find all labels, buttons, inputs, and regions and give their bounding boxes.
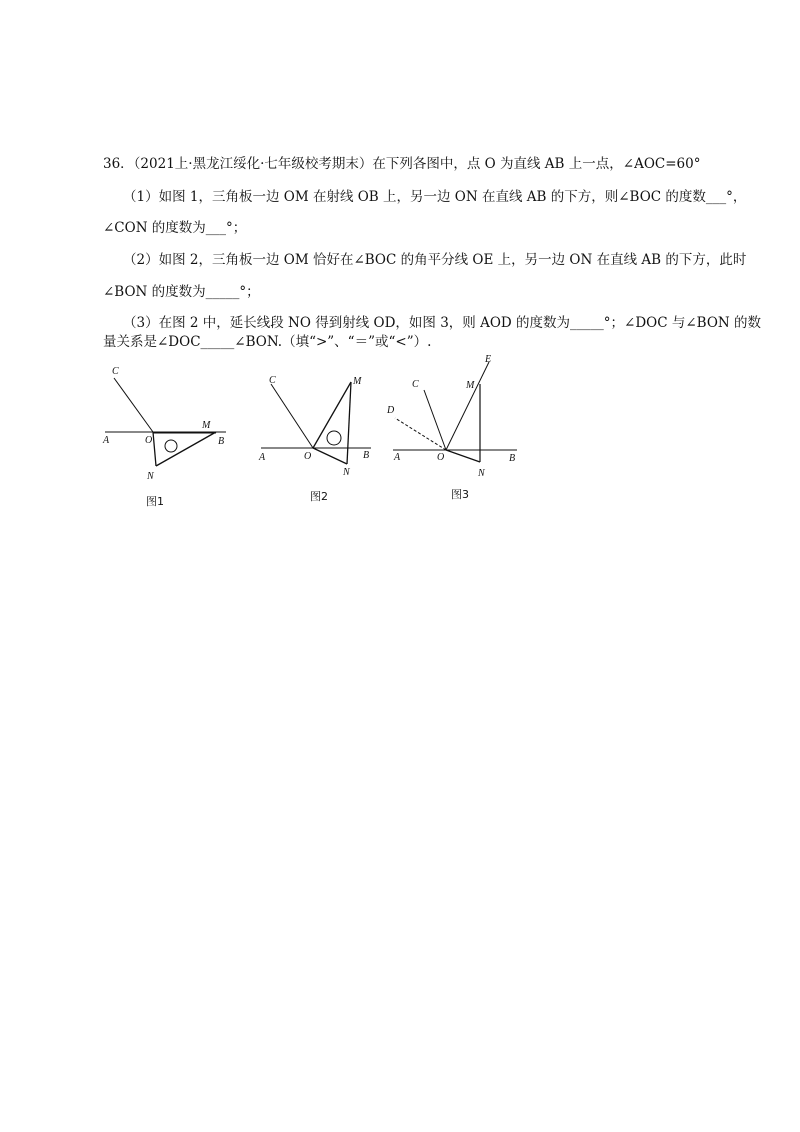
triangle-side-nm <box>156 432 216 466</box>
label-o: O <box>304 451 312 462</box>
triangle-hole <box>327 431 341 445</box>
label-a: A <box>394 452 401 463</box>
question-line-6: （3）在图 2 中，延长线段 NO 得到射线 OD，如图 3，则 AOD 的度数为_____°；∠DOC 与∠BON 的数 <box>123 315 761 331</box>
label-m: M <box>466 380 475 391</box>
label-o: O <box>145 435 153 446</box>
question-line-3: ∠CON 的度数为___°； <box>103 220 247 236</box>
triangle-side-om <box>313 382 351 448</box>
figure-1-caption: 图1 <box>146 495 164 508</box>
triangle-side-on <box>313 448 347 464</box>
label-e: E <box>485 354 492 365</box>
triangle-side-mn <box>347 382 351 464</box>
label-b: B <box>218 436 225 447</box>
question-line-4: （2）如图 2，三角板一边 OM 恰好在∠BOC 的角平分线 OE 上，另一边 ON 在直线 AB 的下方，此时 <box>123 252 747 268</box>
label-a: A <box>103 435 110 446</box>
question-line-5: ∠BON 的度数为_____°； <box>103 284 260 300</box>
label-o: O <box>437 452 445 463</box>
label-n: N <box>147 471 154 482</box>
triangle-side-on <box>446 450 480 462</box>
label-d: D <box>387 405 395 416</box>
ray-oc <box>271 384 313 448</box>
ray-oc <box>114 378 153 432</box>
triangle-side-on <box>153 432 156 466</box>
label-c: C <box>412 379 419 390</box>
label-c: C <box>269 375 276 386</box>
label-n: N <box>478 468 485 479</box>
figure-2-caption: 图2 <box>310 490 328 503</box>
label-m: M <box>202 420 211 431</box>
label-c: C <box>112 366 119 377</box>
figure-2 <box>257 372 382 487</box>
ray-oe <box>446 362 489 450</box>
label-a: A <box>259 452 266 463</box>
ray-od <box>395 418 446 450</box>
question-line-7: 量关系是∠DOC_____∠BON.（填“>”、“＝”或“<”）. <box>103 334 432 350</box>
figure-3 <box>385 350 530 485</box>
label-m: M <box>353 376 362 387</box>
triangle-hole <box>165 440 177 452</box>
label-b: B <box>509 453 516 464</box>
ray-oc <box>424 390 446 450</box>
label-n: N <box>343 467 350 478</box>
figure-3-caption: 图3 <box>451 488 469 501</box>
question-line-2: （1）如图 1，三角板一边 OM 在射线 OB 上，另一边 ON 在直线 AB 的下方，则∠BOC 的度数___°， <box>123 189 747 205</box>
figure-1 <box>95 360 240 490</box>
question-line-1: 36．（2021上·黑龙江绥化·七年级校考期末）在下列各图中，点 O 为直线 AB 上一点，∠AOC=60° <box>103 156 701 172</box>
label-b: B <box>363 450 370 461</box>
